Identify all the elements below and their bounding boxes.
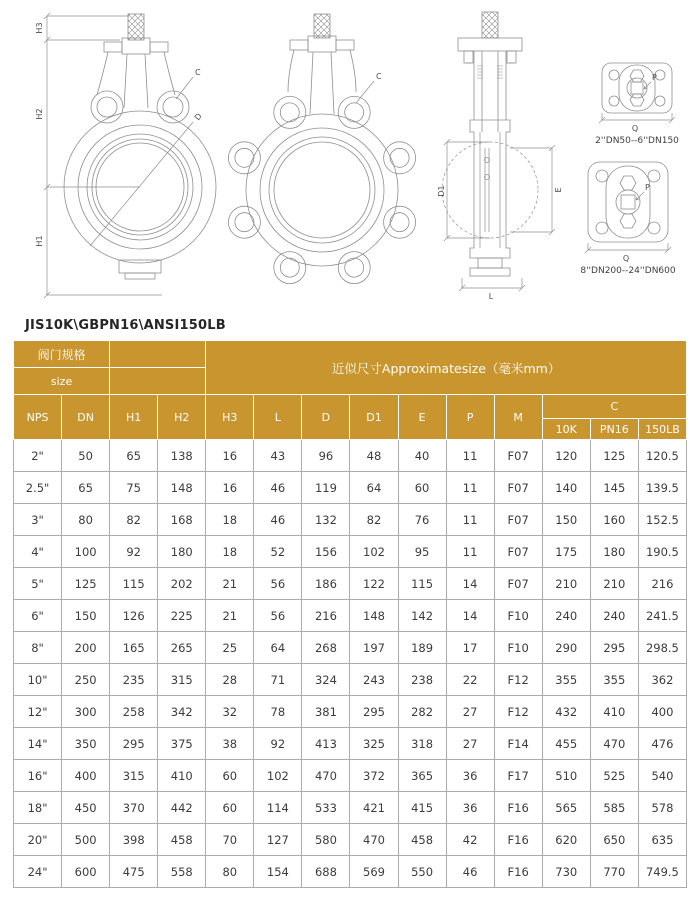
dim-label-l: L (488, 292, 494, 301)
cell: F16 (494, 792, 542, 824)
cell: F16 (494, 824, 542, 856)
cell: 455 (542, 728, 590, 760)
cell: 650 (590, 824, 638, 856)
cell: 210 (590, 568, 638, 600)
col-header-150lb: 150LB (638, 419, 686, 440)
valve-drawings-svg (0, 0, 700, 314)
cell: 16 (206, 440, 254, 472)
cell: 241.5 (638, 600, 686, 632)
cell: 18 (206, 504, 254, 536)
cell: 78 (254, 696, 302, 728)
cell: 324 (302, 664, 350, 696)
cell: 580 (302, 824, 350, 856)
cell: 180 (590, 536, 638, 568)
cell: 16 (206, 472, 254, 504)
cell: 18 (206, 536, 254, 568)
cell: 11 (446, 536, 494, 568)
cell: 52 (254, 536, 302, 568)
cell: 268 (302, 632, 350, 664)
cell: 315 (158, 664, 206, 696)
cell: 71 (254, 664, 302, 696)
cell: 470 (302, 760, 350, 792)
col-header-nps: NPS (14, 395, 62, 440)
cell: 82 (350, 504, 398, 536)
cell: 470 (590, 728, 638, 760)
col-header-d1: D1 (350, 395, 398, 440)
cell: F10 (494, 600, 542, 632)
cell: 154 (254, 856, 302, 888)
cell: 60 (206, 792, 254, 824)
cell: 197 (350, 632, 398, 664)
col-header-h3: H3 (206, 395, 254, 440)
cell: 375 (158, 728, 206, 760)
cell: 688 (302, 856, 350, 888)
cell: 25 (206, 632, 254, 664)
cell: 558 (158, 856, 206, 888)
cell: 27 (446, 696, 494, 728)
cell: 36 (446, 760, 494, 792)
cell: 120 (542, 440, 590, 472)
cell: 28 (206, 664, 254, 696)
header-valve-spec-en: size (14, 368, 110, 395)
dim-label-d1: D1 (437, 185, 446, 197)
cell: F07 (494, 440, 542, 472)
col-header-l: L (254, 395, 302, 440)
cell: 342 (158, 696, 206, 728)
table-header (14, 341, 687, 440)
cell: 10" (14, 664, 62, 696)
cell: 100 (62, 536, 110, 568)
col-header-pn16: PN16 (590, 419, 638, 440)
cell: 216 (638, 568, 686, 600)
cell: 80 (206, 856, 254, 888)
table-row (14, 664, 687, 696)
cell: 145 (590, 472, 638, 504)
cell: 36 (446, 792, 494, 824)
cell: 142 (398, 600, 446, 632)
dim-label-p-large: P (645, 183, 650, 192)
cell: 200 (62, 632, 110, 664)
cell: 114 (254, 792, 302, 824)
side-section-view (442, 12, 555, 291)
cell: 298.5 (638, 632, 686, 664)
dim-label-h3: H3 (35, 22, 44, 34)
cell: 569 (350, 856, 398, 888)
cell: 240 (590, 600, 638, 632)
cell: 458 (158, 824, 206, 856)
wafer-valve-front-view (44, 13, 216, 298)
dim-label-q-small: Q (631, 124, 639, 133)
table-row (14, 600, 687, 632)
cell: 4" (14, 536, 62, 568)
cell: 22 (446, 664, 494, 696)
cell: 11 (446, 472, 494, 504)
cell: 139.5 (638, 472, 686, 504)
cell: 620 (542, 824, 590, 856)
cell: 120.5 (638, 440, 686, 472)
cell: 148 (350, 600, 398, 632)
cell: 258 (110, 696, 158, 728)
cell: 46 (254, 472, 302, 504)
cell: 125 (62, 568, 110, 600)
cell: 115 (398, 568, 446, 600)
cell: 565 (542, 792, 590, 824)
cell: 475 (110, 856, 158, 888)
cell: 190.5 (638, 536, 686, 568)
cell: 225 (158, 600, 206, 632)
cell: 122 (350, 568, 398, 600)
cell: 2.5" (14, 472, 62, 504)
cell: 60 (206, 760, 254, 792)
cell: 189 (398, 632, 446, 664)
header-approx-size: 近似尺寸Approximatesize（毫米mm） (206, 341, 687, 395)
cell: F17 (494, 760, 542, 792)
cell: 362 (638, 664, 686, 696)
col-header-e: E (398, 395, 446, 440)
table-row (14, 632, 687, 664)
cell: 64 (254, 632, 302, 664)
cell: 525 (590, 760, 638, 792)
cell: 132 (302, 504, 350, 536)
cell: 550 (398, 856, 446, 888)
cell: 365 (398, 760, 446, 792)
cell: 325 (350, 728, 398, 760)
dim-label-c-wafer: C (195, 68, 201, 77)
cell: 43 (254, 440, 302, 472)
cell: 372 (350, 760, 398, 792)
iso-flange-large-view (585, 162, 671, 253)
table-row (14, 824, 687, 856)
table-row (14, 760, 687, 792)
cell: 82 (110, 504, 158, 536)
cell: 92 (254, 728, 302, 760)
cell: 127 (254, 824, 302, 856)
col-header-h2: H2 (158, 395, 206, 440)
cell: 21 (206, 568, 254, 600)
cell: 119 (302, 472, 350, 504)
cell: 533 (302, 792, 350, 824)
cell: 210 (542, 568, 590, 600)
cell: 18" (14, 792, 62, 824)
cell: 400 (638, 696, 686, 728)
col-header-m: M (494, 395, 542, 440)
cell: 442 (158, 792, 206, 824)
cell: 770 (590, 856, 638, 888)
cell: 50 (62, 440, 110, 472)
cell: 8" (14, 632, 62, 664)
iso-flange-small-view (599, 63, 675, 123)
dim-label-c-lug: C (376, 72, 382, 81)
header-spacer (110, 341, 206, 368)
table-row (14, 536, 687, 568)
table-row (14, 856, 687, 888)
cell: 458 (398, 824, 446, 856)
cell: 265 (158, 632, 206, 664)
cell: 600 (62, 856, 110, 888)
header-spacer (110, 368, 206, 395)
cell: 410 (158, 760, 206, 792)
cell: 14" (14, 728, 62, 760)
cell: 20" (14, 824, 62, 856)
cell: 148 (158, 472, 206, 504)
table-body (14, 440, 687, 888)
cell: 3" (14, 504, 62, 536)
cell: 355 (542, 664, 590, 696)
cell: 415 (398, 792, 446, 824)
cell: 46 (254, 504, 302, 536)
cell: 730 (542, 856, 590, 888)
col-header-p: P (446, 395, 494, 440)
cell: 156 (302, 536, 350, 568)
cell: 180 (158, 536, 206, 568)
cell: 295 (350, 696, 398, 728)
flange-large-caption: 8''DN200--24''DN600 (580, 266, 676, 276)
cell: 168 (158, 504, 206, 536)
cell: 126 (110, 600, 158, 632)
cell: 102 (350, 536, 398, 568)
col-header-c-group: C (542, 395, 686, 419)
cell: 355 (590, 664, 638, 696)
cell: 152.5 (638, 504, 686, 536)
table-row (14, 728, 687, 760)
cell: 40 (398, 440, 446, 472)
cell: 17 (446, 632, 494, 664)
cell: 421 (350, 792, 398, 824)
cell: 12" (14, 696, 62, 728)
cell: 202 (158, 568, 206, 600)
cell: 250 (62, 664, 110, 696)
col-header-d: D (302, 395, 350, 440)
cell: 95 (398, 536, 446, 568)
dim-label-e: E (554, 187, 563, 193)
cell: 38 (206, 728, 254, 760)
cell: 60 (398, 472, 446, 504)
col-header-10k: 10K (542, 419, 590, 440)
table-row (14, 472, 687, 504)
cell: 42 (446, 824, 494, 856)
flange-small-caption: 2''DN50--6''DN150 (595, 136, 679, 146)
dimension-table (13, 340, 687, 888)
cell: 140 (542, 472, 590, 504)
cell: 295 (110, 728, 158, 760)
cell: 300 (62, 696, 110, 728)
cell: 186 (302, 568, 350, 600)
cell: 476 (638, 728, 686, 760)
cell: 400 (62, 760, 110, 792)
cell: 11 (446, 504, 494, 536)
cell: F14 (494, 728, 542, 760)
cell: 46 (446, 856, 494, 888)
cell: 150 (62, 600, 110, 632)
cell: 11 (446, 440, 494, 472)
cell: F07 (494, 504, 542, 536)
cell: 510 (542, 760, 590, 792)
cell: 238 (398, 664, 446, 696)
cell: 410 (590, 696, 638, 728)
cell: F07 (494, 472, 542, 504)
cell: 216 (302, 600, 350, 632)
cell: 96 (302, 440, 350, 472)
cell: 75 (110, 472, 158, 504)
dim-label-q-large: Q (622, 254, 630, 263)
cell: 370 (110, 792, 158, 824)
cell: 350 (62, 728, 110, 760)
cell: 413 (302, 728, 350, 760)
cell: 295 (590, 632, 638, 664)
cell: 80 (62, 504, 110, 536)
cell: 125 (590, 440, 638, 472)
cell: 27 (446, 728, 494, 760)
cell: F12 (494, 696, 542, 728)
cell: 115 (110, 568, 158, 600)
cell: 21 (206, 600, 254, 632)
cell: 76 (398, 504, 446, 536)
cell: 243 (350, 664, 398, 696)
cell: 282 (398, 696, 446, 728)
cell: 65 (62, 472, 110, 504)
cell: 398 (110, 824, 158, 856)
cell: F07 (494, 536, 542, 568)
dim-label-h1: H1 (35, 235, 44, 247)
cell: 48 (350, 440, 398, 472)
cell: 578 (638, 792, 686, 824)
cell: F12 (494, 664, 542, 696)
cell: 749.5 (638, 856, 686, 888)
cell: 6" (14, 600, 62, 632)
page-title: JIS10K\GBPN16\ANSI150LB (25, 318, 226, 333)
table-row (14, 440, 687, 472)
table-row (14, 792, 687, 824)
cell: 540 (638, 760, 686, 792)
cell: F07 (494, 568, 542, 600)
cell: 14 (446, 568, 494, 600)
cell: 165 (110, 632, 158, 664)
cell: 56 (254, 600, 302, 632)
cell: 315 (110, 760, 158, 792)
cell: 138 (158, 440, 206, 472)
cell: 585 (590, 792, 638, 824)
cell: 5" (14, 568, 62, 600)
cell: 160 (590, 504, 638, 536)
cell: 16" (14, 760, 62, 792)
col-header-h1: H1 (110, 395, 158, 440)
cell: 240 (542, 600, 590, 632)
cell: 635 (638, 824, 686, 856)
cell: 92 (110, 536, 158, 568)
cell: 102 (254, 760, 302, 792)
cell: 432 (542, 696, 590, 728)
cell: 500 (62, 824, 110, 856)
cell: 70 (206, 824, 254, 856)
col-header-dn: DN (62, 395, 110, 440)
cell: 24" (14, 856, 62, 888)
cell: 235 (110, 664, 158, 696)
cell: 381 (302, 696, 350, 728)
header-valve-spec-cn: 阀门规格 (14, 341, 110, 368)
dim-label-d: D (192, 111, 204, 123)
technical-drawings (0, 0, 700, 314)
cell: 290 (542, 632, 590, 664)
cell: 2" (14, 440, 62, 472)
cell: F10 (494, 632, 542, 664)
table-row (14, 696, 687, 728)
cell: 318 (398, 728, 446, 760)
cell: 64 (350, 472, 398, 504)
cell: 470 (350, 824, 398, 856)
table-row (14, 504, 687, 536)
cell: 175 (542, 536, 590, 568)
cell: 32 (206, 696, 254, 728)
lug-valve-front-view (228, 14, 415, 284)
cell: 450 (62, 792, 110, 824)
dim-label-p-small: P (652, 73, 657, 82)
cell: F16 (494, 856, 542, 888)
cell: 65 (110, 440, 158, 472)
table-row (14, 568, 687, 600)
cell: 56 (254, 568, 302, 600)
cell: 14 (446, 600, 494, 632)
cell: 150 (542, 504, 590, 536)
dim-label-h2: H2 (35, 108, 44, 120)
